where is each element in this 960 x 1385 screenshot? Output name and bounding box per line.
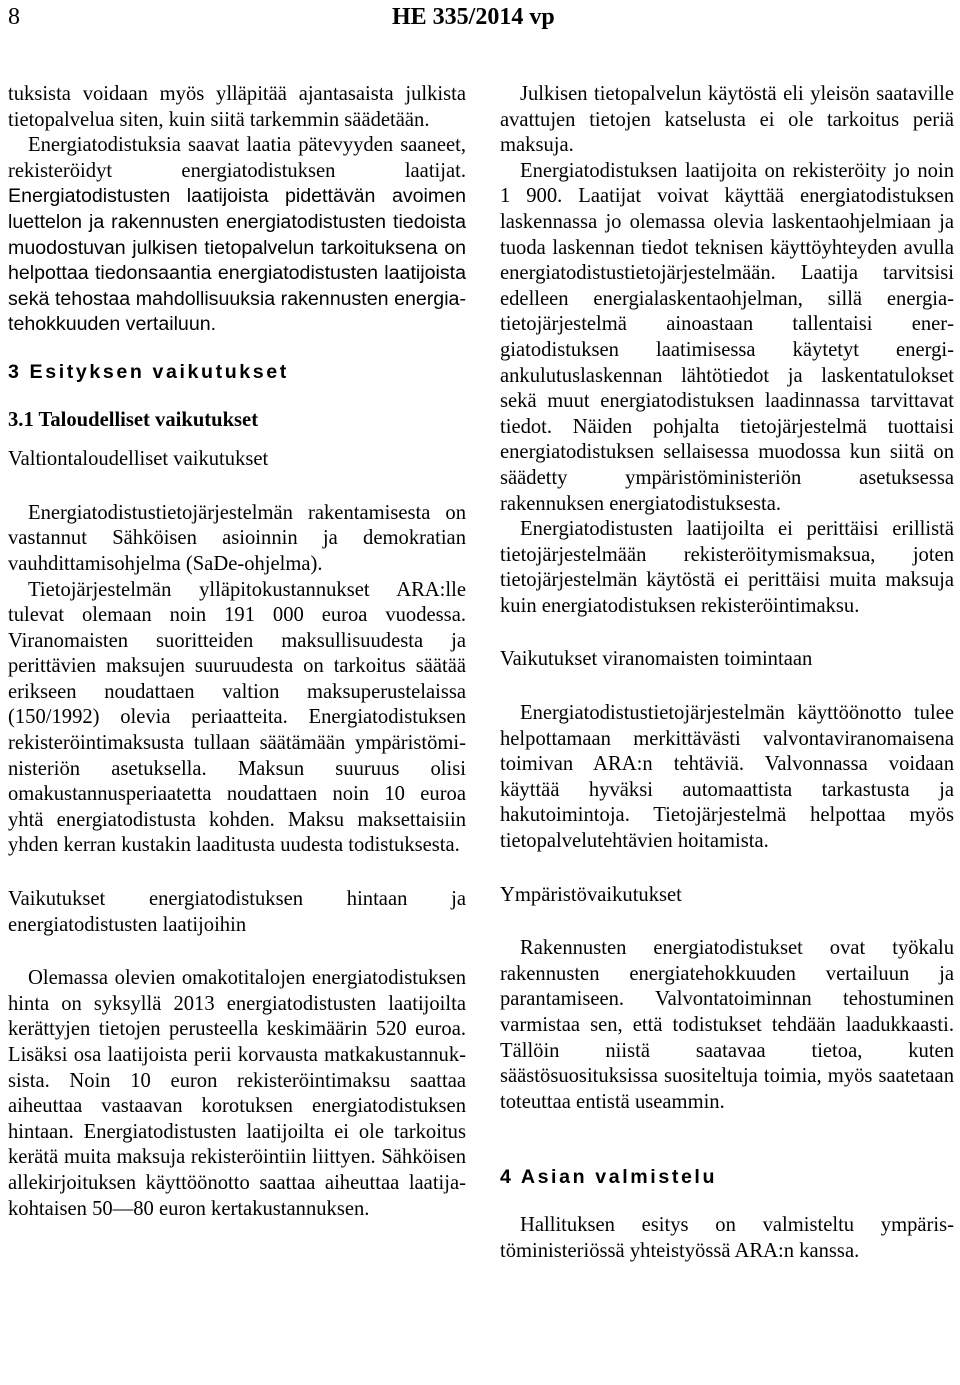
paragraph: Energiatodistustietojärjestelmän rakentamisesta on vastannut Sähköisen asioinnin ja demokratian vauhdittamisohjelma (SaDe-ohjelma).	[8, 501, 466, 575]
topic-heading: Ympäristövaikutukset	[500, 883, 682, 906]
section-heading: 3 Esityksen vaikutukset	[8, 360, 289, 383]
paragraph: Energiatodistusten laatijoilta ei perittäisi erillistä tietojärjestelmään rekisteröitymismaksua, joten tietojärjestelmän käytöstä ei perittäisi muita maksuja kuin energiatodistuksen rekisteröintimaksu.	[500, 518, 954, 617]
paragraph: Energiatodistustietojärjestelmän käyttöönotto tulee helpottamaan merkittävästi valvontaviranomaisena toimivan ARA:n tehtäviä. Valvonnassa voidaan käyttää hyväksi automaattista tarkastusta ja hakutoimintoja. Tietojärjestelmä helpottaa myös tietopalvelutehtävien hoitamista.	[500, 702, 954, 853]
right-column	[500, 82, 954, 1264]
section-heading: 4 Asian valmistelu	[500, 1166, 718, 1189]
paragraph-text: Energiatodistuksia saavat laatia pätevyyden saaneet, rekisteröidyt energiatodistuksen laatijat.	[8, 134, 466, 182]
paragraph: Energiatodistuksen laatijoita on rekisteröity jo noin 1 900. Laatijat voivat käyttää energiatodistuksen laskennassa jo olemassa olevia laskentaohjelmiaan ja tuoda laskennan tiedot teknisen käyttöyhteyden avulla energiatodistustietojärjestelmään. Laatija tarvitsisi edelleen energialaskentaohjelman, sillä energiatietojärjestelmä ainoastaan tallentaisi energiatodistuksen laatimisessa käytetyt energiankulutuslaskennan lähtötiedot ja laskentatulokset sekä muut energiatodistuksen laadinnassa tarvittavat tiedot. Näiden pohjalta tietojärjestelmä tuottaisi energiatodistuksen sellaisessa muodossa kun siitä on säädetty ympäristöministeriön asetuksessa rakennuksen energiatodistuksesta.	[500, 159, 954, 515]
topic-heading: Vaikutukset viranomaisten toimintaan	[500, 648, 813, 671]
paragraph: Tietojärjestelmän ylläpitokustannukset ARA:lle tulevat olemaan noin 191 000 euroa vuodessa. Viranomaisten suoritteiden maksullisuudesta ja perittävien maksujen suuruudesta on tarkoitus säätää erikseen noudattaen valtion maksuperustelaissa (150/1992) olevia periaatteita. Energiatodistuksen rekisteröintimaksusta tullaan säätämään ympäristöministeriön asetuksella. Maksun suuruus olisi omakustannusperiaatetta noudattaen noin 10 euroa yhtä energiatodistusta kohden. Maksu maksettaisiin yhden kerran kustakin laaditusta uudesta todistuksesta.	[8, 578, 466, 857]
paragraph: Julkisen tietopalvelun käytöstä eli yleisön saataville avattujen tietojen katselusta ei ole tarkoitus periä maksuja.	[500, 83, 954, 157]
paragraph: Olemassa olevien omakotitalojen energiatodistuksen hinta on syksyllä 2013 energiatodistusten laatijoilta kerättyjen tietojen perusteella keskimäärin 520 euroa. Lisäksi osa laatijoista perii korvausta matkakustannuksista. Noin 10 euron rekisteröintimaksu saattaa aiheuttaa vastaavan korotuksen energiatodistuksen hintaan. Energiatodistusten laatijoilta ei ole tarkoitus kerätä muita maksuja rekisteröintiin liittyen. Sähköisen allekirjoituksen käyttöönotto saattaa aiheuttaa laatijakohtaisen 50—80 euron kertakustannuksen.	[8, 967, 466, 1220]
topic-heading: Vaikutukset energiatodistuksen hintaan ja energiatodistusten laatijoihin	[8, 888, 466, 936]
page-number: 8	[8, 4, 20, 30]
document-identifier: HE 335/2014 vp	[392, 4, 555, 30]
subsection-heading: 3.1 Taloudelliset vaikutukset	[8, 408, 259, 431]
paragraph	[8, 133, 466, 338]
paragraph: Rakennusten energiatodistukset ovat työkalu rakennusten energiatehokkuuden vertailuun ja parantamiseen. Valvontatoiminnan tehostuminen varmistaa sen, että todistukset tehdään laadukkaasti. Tällöin niistä saatavaa tietoa, kuten säästösuosituksissa suositeltuja toimia, myös saatetaan toteuttaa entistä useammin.	[500, 937, 954, 1113]
paragraph-text-sans: Energiatodistusten laatijoista pidettävän avoimen luettelon ja rakennusten energiatodistusten tiedoista muodostuvan julkisen tietopalvelun tarkoituksena on helpottaa tiedonsaantia energiatodistusten laatijoista sekä tehostaa mahdollisuuksia rakennusten energiatehokkuuden vertailuun.	[8, 185, 466, 336]
topic-heading: Valtiontaloudelliset vaikutukset	[8, 448, 269, 471]
paragraph: Hallituksen esitys on valmisteltu ympäristöministeriössä yhteistyössä ARA:n kanssa.	[500, 1213, 954, 1262]
paragraph: tuksista voidaan myös ylläpitää ajantasaista julkista tietopalvelua siten, kuin siitä tarkemmin säädetään.	[8, 83, 466, 131]
left-column	[8, 82, 466, 1222]
